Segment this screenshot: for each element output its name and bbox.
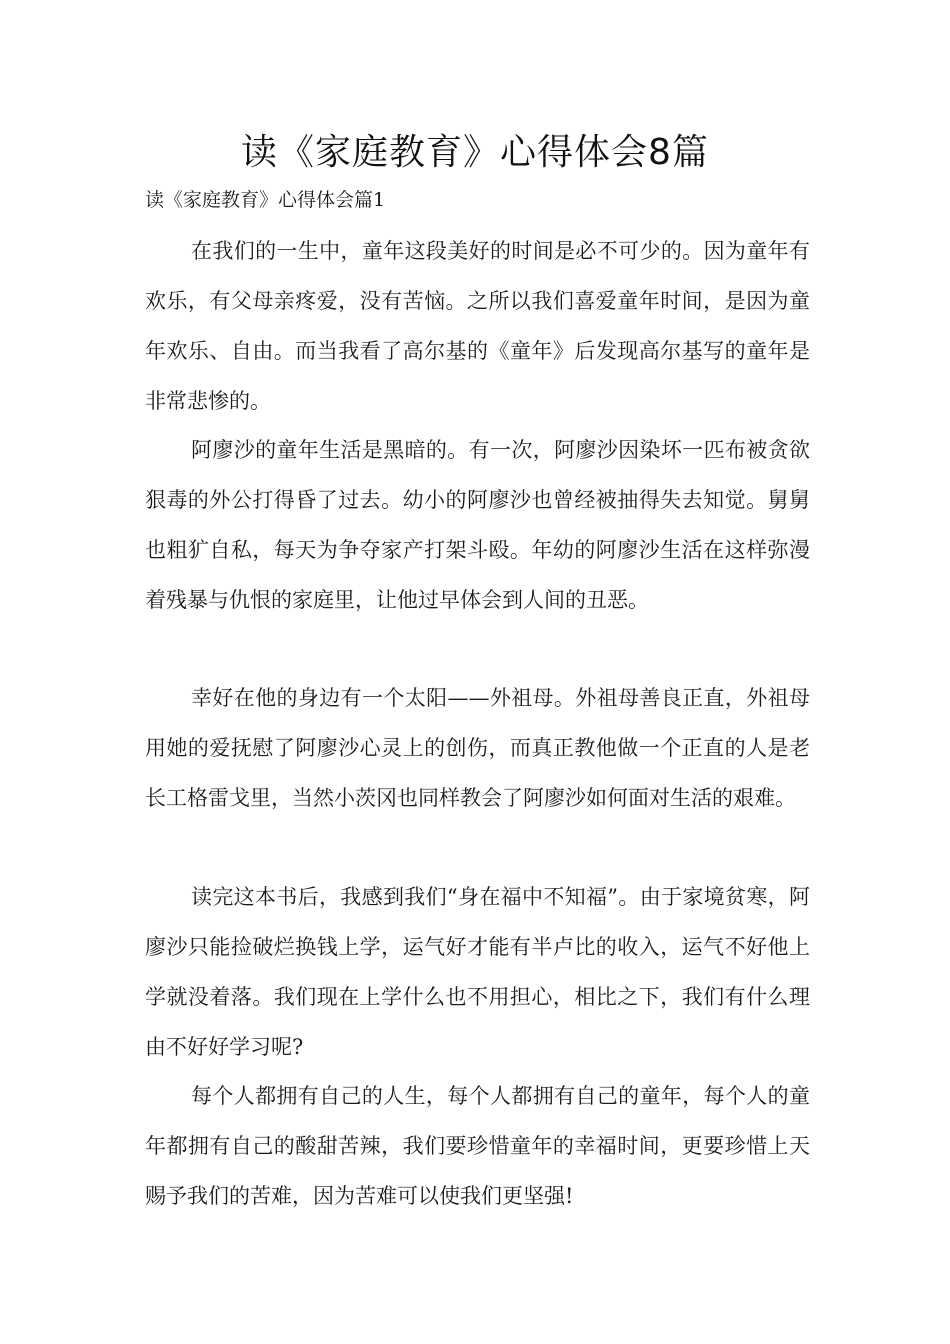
paragraph: 阿廖沙的童年生活是黑暗的。有一次，阿廖沙因染坏一匹布被贪欲狠毒的外公打得昏了过去。幼小的阿廖沙也曾经被抽得失去知觉。舅舅也粗犷自私，每天为争夺家产打架斗殴。年幼的阿廖沙生活在这样弥漫着残暴与仇恨的家庭里，让他过早体会到人间的丑恶。 [145,438,810,612]
paragraph: 幸好在他的身边有一个太阳——外祖母。外祖母善良正直，外祖母用她的爱抚慰了阿廖沙心灵上的创伤，而真正教他做一个正直的人是老长工格雷戈里，当然小茨冈也同样教会了阿廖沙如何面对生活的艰难。 [145,686,810,810]
paragraph: 在我们的一生中，童年这段美好的时间是必不可少的。因为童年有欢乐，有父母亲疼爱，没有苦恼。之所以我们喜爱童年时间，是因为童年欢乐、自由。而当我看了高尔基的《童年》后发现高尔基写的童年是非常悲惨的。 [145,239,810,413]
paragraph: 每个人都拥有自己的人生，每个人都拥有自己的童年，每个人的童年都拥有自己的酸甜苦辣，我们要珍惜童年的幸福时间，更要珍惜上天赐予我们的苦难，因为苦难可以使我们更坚强! [145,1084,810,1208]
paragraph: 读完这本书后，我感到我们“身在福中不知福”。由于家境贫寒，阿廖沙只能捡破烂换钱上学，运气好才能有半卢比的收入，运气不好他上学就没着落。我们现在上学什么也不用担心，相比之下，我们有什么理由不好好学习呢? [145,885,810,1059]
document-title: 读《家庭教育》心得体会8篇 [241,132,709,173]
section-heading: 读《家庭教育》心得体会篇1 [145,189,386,211]
